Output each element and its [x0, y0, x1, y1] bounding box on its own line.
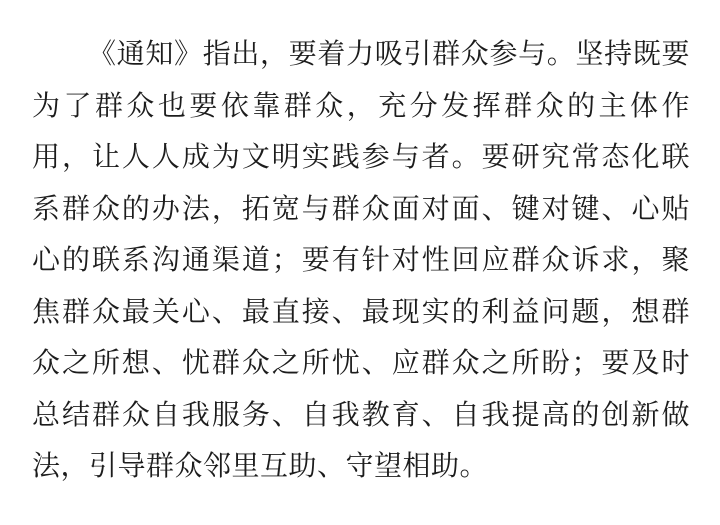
- text-line: 《通知》指出，要着力吸引群众参与。坚持既要: [88, 38, 690, 69]
- text-line: 众之所想、忧群众之所忧、应群众之所盼；要及时: [32, 347, 690, 378]
- text-line: 为了群众也要依靠群众，充分发挥群众的主体作: [32, 89, 690, 121]
- text-line: 用，让人人成为文明实践参与者。要研究常态化联: [32, 141, 690, 172]
- text-line: 法，引导群众邻里互助、守望相助。: [32, 450, 489, 481]
- text-line: 心的联系沟通渠道；要有针对性回应群众诉求，聚: [32, 244, 690, 275]
- text-line: 总结群众自我服务、自我教育、自我提高的创新做: [32, 398, 690, 430]
- text-line: 系群众的办法，拓宽与群众面对面、键对键、心贴: [32, 192, 690, 224]
- article-paragraph: [32, 28, 690, 492]
- text-line: 焦群众最关心、最直接、最现实的利益问题，想群: [32, 295, 690, 327]
